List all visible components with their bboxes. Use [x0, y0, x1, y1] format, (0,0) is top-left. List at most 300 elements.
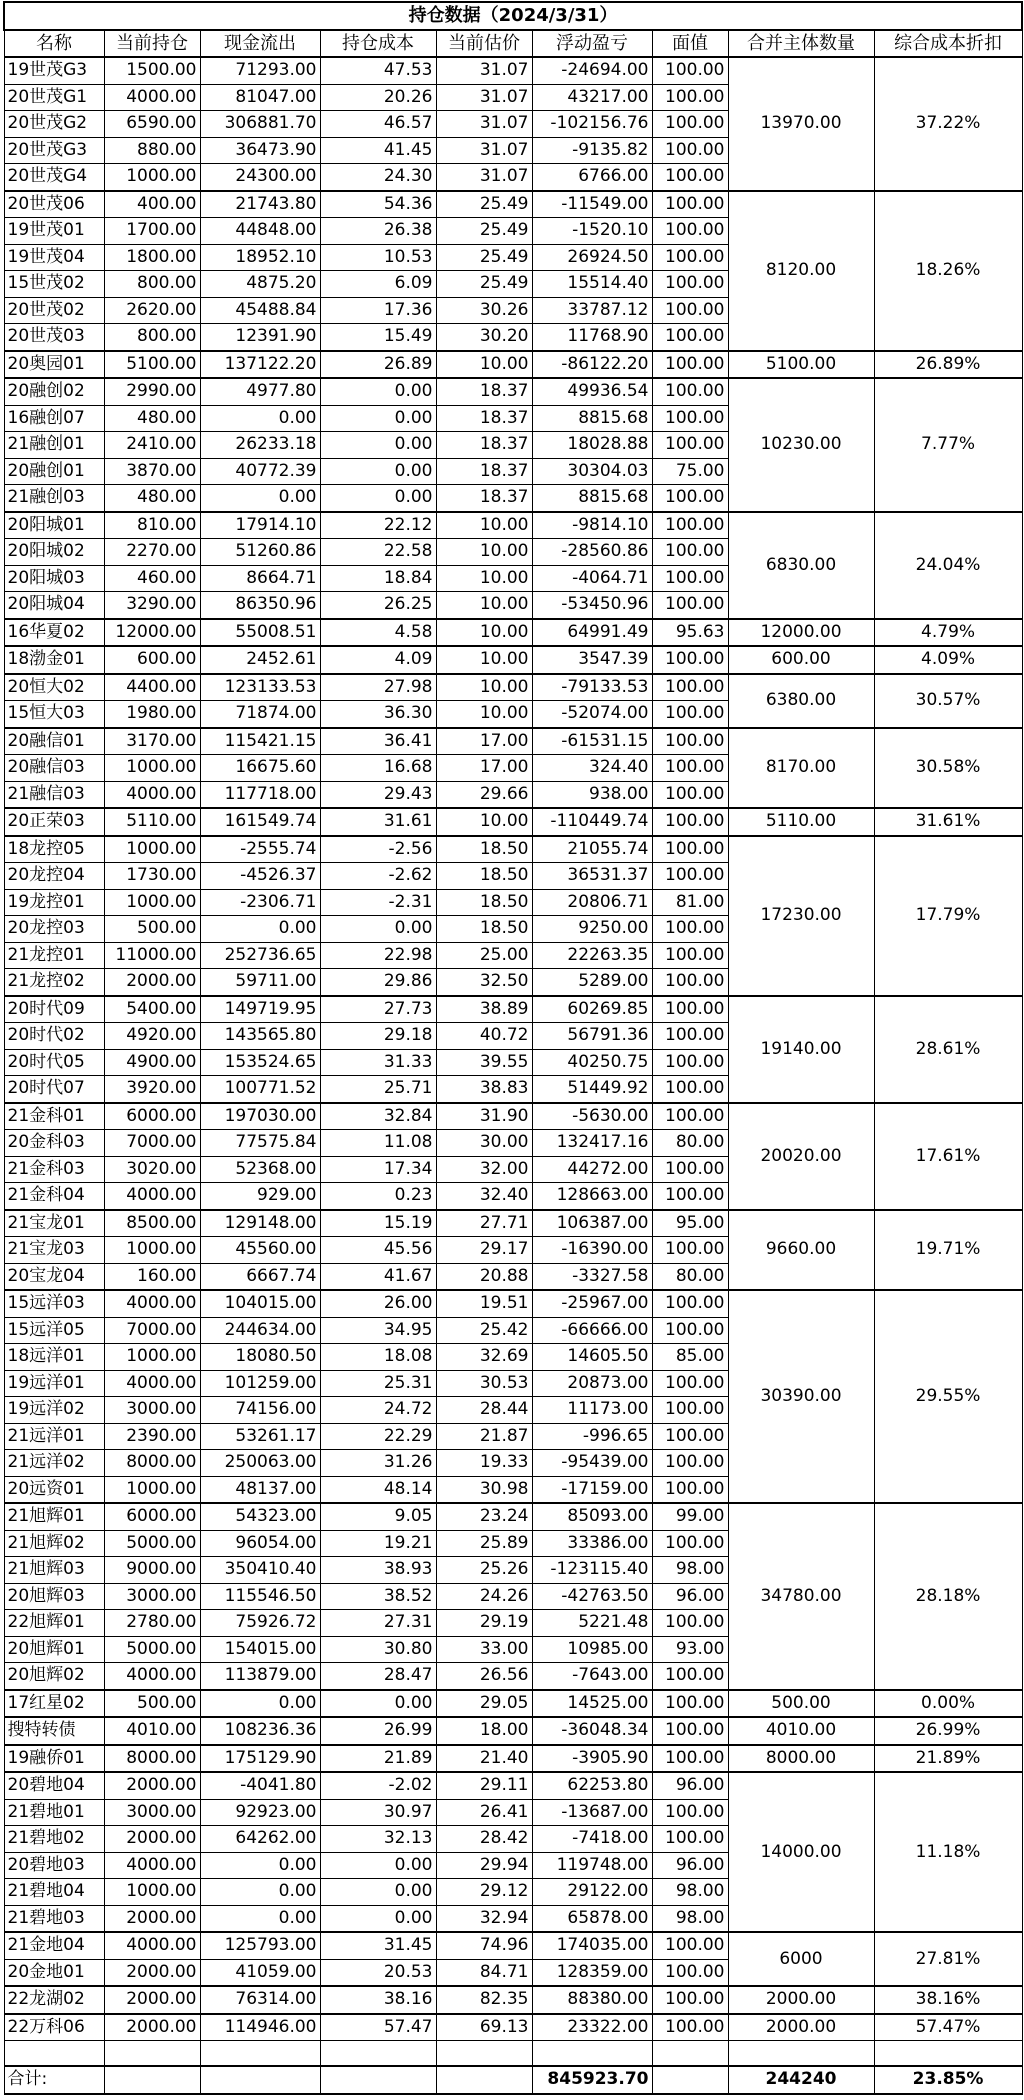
table-row — [4, 1503, 1022, 1530]
holding-cell: 3020.00 — [104, 1156, 200, 1183]
price-cell: 84.71 — [436, 1959, 532, 1986]
par-cell: 100.00 — [652, 1049, 728, 1076]
table-row — [4, 512, 1022, 539]
par-cell: 100.00 — [652, 297, 728, 324]
cash-out-cell: 17914.10 — [200, 512, 320, 539]
holding-cell: 2620.00 — [104, 297, 200, 324]
table-row — [4, 1745, 1022, 1773]
holding-cell: 2390.00 — [104, 1423, 200, 1450]
holding-cell: 6590.00 — [104, 111, 200, 138]
par-cell: 100.00 — [652, 485, 728, 512]
pnl-cell: 20806.71 — [532, 889, 652, 916]
holding-cell: 1000.00 — [104, 164, 200, 191]
cash-out-cell: 51260.86 — [200, 539, 320, 566]
par-cell: 100.00 — [652, 1076, 728, 1103]
total-discount: 23.85% — [874, 2066, 1022, 2094]
entity-count-cell: 12000.00 — [728, 619, 874, 647]
cost-cell: 29.86 — [320, 969, 436, 996]
holding-cell: 1000.00 — [104, 1879, 200, 1906]
holding-cell: 5000.00 — [104, 1530, 200, 1557]
price-cell: 25.26 — [436, 1557, 532, 1584]
pnl-cell: 49936.54 — [532, 378, 652, 405]
bond-name-cell: 21远洋01 — [4, 1423, 104, 1450]
cash-out-cell: 154015.00 — [200, 1636, 320, 1663]
price-cell: 10.00 — [436, 674, 532, 701]
bond-name-cell: 20时代02 — [4, 1023, 104, 1050]
par-cell: 100.00 — [652, 1317, 728, 1344]
holding-cell: 160.00 — [104, 1263, 200, 1290]
empty-cell — [436, 2066, 532, 2094]
table-row — [4, 808, 1022, 836]
total-pnl: 845923.70 — [532, 2066, 652, 2094]
cost-cell: 0.00 — [320, 458, 436, 485]
pnl-cell: 119748.00 — [532, 1852, 652, 1879]
bond-name-cell: 21融创03 — [4, 485, 104, 512]
bond-name-cell: 19世茂G3 — [4, 57, 104, 84]
discount-cell: 21.89% — [874, 1745, 1022, 1773]
cost-cell: 26.89 — [320, 351, 436, 379]
bond-name-cell: 22万科06 — [4, 2014, 104, 2041]
cost-cell: 32.84 — [320, 1103, 436, 1130]
cost-cell: 10.53 — [320, 244, 436, 271]
holding-cell: 1000.00 — [104, 1476, 200, 1503]
bond-name-cell: 20世茂02 — [4, 297, 104, 324]
holding-cell: 3920.00 — [104, 1076, 200, 1103]
bond-name-cell: 20碧地04 — [4, 1772, 104, 1799]
holding-cell: 3290.00 — [104, 592, 200, 619]
par-cell: 100.00 — [652, 1799, 728, 1826]
pnl-cell: 938.00 — [532, 781, 652, 808]
pnl-cell: 33386.00 — [532, 1530, 652, 1557]
price-cell: 18.50 — [436, 916, 532, 943]
discount-cell: 4.79% — [874, 619, 1022, 647]
pnl-cell: -3327.58 — [532, 1263, 652, 1290]
cash-out-cell: 55008.51 — [200, 619, 320, 647]
discount-cell: 4.09% — [874, 646, 1022, 674]
cash-out-cell: 0.00 — [200, 916, 320, 943]
cash-out-cell: 252736.65 — [200, 942, 320, 969]
entity-count-cell: 34780.00 — [728, 1503, 874, 1690]
holding-cell: 3000.00 — [104, 1397, 200, 1424]
bond-name-cell: 21旭辉03 — [4, 1557, 104, 1584]
par-cell: 100.00 — [652, 244, 728, 271]
bond-name-cell: 20世茂03 — [4, 324, 104, 351]
bond-name-cell: 20世茂G4 — [4, 164, 104, 191]
bond-name-cell: 18渤金01 — [4, 646, 104, 674]
entity-count-cell: 2000.00 — [728, 2014, 874, 2041]
discount-cell: 17.79% — [874, 836, 1022, 996]
price-cell: 19.33 — [436, 1450, 532, 1477]
price-cell: 31.90 — [436, 1103, 532, 1130]
cost-cell: 38.52 — [320, 1583, 436, 1610]
cost-cell: 17.36 — [320, 297, 436, 324]
holding-cell: 3000.00 — [104, 1583, 200, 1610]
pnl-cell: 85093.00 — [532, 1503, 652, 1530]
pnl-cell: -110449.74 — [532, 808, 652, 836]
discount-cell: 29.55% — [874, 1290, 1022, 1503]
holding-cell: 2780.00 — [104, 1610, 200, 1637]
pnl-cell: 14605.50 — [532, 1344, 652, 1371]
holding-cell: 2410.00 — [104, 432, 200, 459]
cost-cell: 28.47 — [320, 1663, 436, 1690]
total-row — [4, 2066, 1022, 2094]
pnl-cell: 10985.00 — [532, 1636, 652, 1663]
price-cell: 26.56 — [436, 1663, 532, 1690]
bond-name-cell: 20旭辉01 — [4, 1636, 104, 1663]
cash-out-cell: 86350.96 — [200, 592, 320, 619]
holdings-table — [3, 1, 1023, 2095]
cash-out-cell: 71293.00 — [200, 57, 320, 84]
price-cell: 25.49 — [436, 191, 532, 218]
cost-cell: 47.53 — [320, 57, 436, 84]
cash-out-cell: 41059.00 — [200, 1959, 320, 1986]
price-cell: 30.53 — [436, 1370, 532, 1397]
entity-count-cell: 5110.00 — [728, 808, 874, 836]
pnl-cell: 5221.48 — [532, 1610, 652, 1637]
par-cell: 95.63 — [652, 619, 728, 647]
cash-out-cell: 113879.00 — [200, 1663, 320, 1690]
price-cell: 82.35 — [436, 1986, 532, 2014]
pnl-cell: 29122.00 — [532, 1879, 652, 1906]
cost-cell: 22.98 — [320, 942, 436, 969]
cost-cell: 45.56 — [320, 1237, 436, 1264]
empty-cell — [728, 2041, 874, 2067]
price-cell: 69.13 — [436, 2014, 532, 2041]
entity-count-cell: 5100.00 — [728, 351, 874, 379]
holding-cell: 400.00 — [104, 191, 200, 218]
cost-cell: 25.71 — [320, 1076, 436, 1103]
holding-cell: 2990.00 — [104, 378, 200, 405]
pnl-cell: 64991.49 — [532, 619, 652, 647]
par-cell: 80.00 — [652, 1130, 728, 1157]
price-cell: 25.49 — [436, 244, 532, 271]
cost-cell: 18.08 — [320, 1344, 436, 1371]
total-label: 合计: — [4, 2066, 104, 2094]
bond-name-cell: 21金科03 — [4, 1156, 104, 1183]
par-cell: 96.00 — [652, 1583, 728, 1610]
par-cell: 100.00 — [652, 1690, 728, 1718]
pnl-cell: -61531.15 — [532, 728, 652, 755]
cost-cell: 16.68 — [320, 755, 436, 782]
cash-out-cell: 250063.00 — [200, 1450, 320, 1477]
par-cell: 100.00 — [652, 1717, 728, 1745]
price-cell: 39.55 — [436, 1049, 532, 1076]
cash-out-cell: 59711.00 — [200, 969, 320, 996]
par-cell: 100.00 — [652, 191, 728, 218]
holding-cell: 4000.00 — [104, 1183, 200, 1210]
cash-out-cell: 175129.90 — [200, 1745, 320, 1773]
price-cell: 18.50 — [436, 836, 532, 863]
bond-name-cell: 21碧地04 — [4, 1879, 104, 1906]
cost-cell: 6.09 — [320, 271, 436, 298]
pnl-cell: 18028.88 — [532, 432, 652, 459]
pnl-cell: -86122.20 — [532, 351, 652, 379]
par-cell: 100.00 — [652, 512, 728, 539]
holding-cell: 500.00 — [104, 916, 200, 943]
par-cell: 100.00 — [652, 1370, 728, 1397]
price-cell: 30.26 — [436, 297, 532, 324]
holding-cell: 8000.00 — [104, 1450, 200, 1477]
empty-cell — [874, 2041, 1022, 2067]
cost-cell: 0.00 — [320, 916, 436, 943]
holding-cell: 2000.00 — [104, 1772, 200, 1799]
par-cell: 100.00 — [652, 646, 728, 674]
pnl-cell: -79133.53 — [532, 674, 652, 701]
bond-name-cell: 20金地01 — [4, 1959, 104, 1986]
cash-out-cell: 0.00 — [200, 1852, 320, 1879]
cash-out-cell: 52368.00 — [200, 1156, 320, 1183]
cash-out-cell: 6667.74 — [200, 1263, 320, 1290]
price-cell: 30.00 — [436, 1130, 532, 1157]
price-cell: 29.05 — [436, 1690, 532, 1718]
pnl-cell: -13687.00 — [532, 1799, 652, 1826]
cash-out-cell: 36473.90 — [200, 137, 320, 164]
cost-cell: 46.57 — [320, 111, 436, 138]
table-row — [4, 57, 1022, 84]
cash-out-cell: 0.00 — [200, 1905, 320, 1932]
pnl-cell: 88380.00 — [532, 1986, 652, 2014]
cash-out-cell: 18080.50 — [200, 1344, 320, 1371]
cost-cell: 24.72 — [320, 1397, 436, 1424]
cost-cell: 34.95 — [320, 1317, 436, 1344]
bond-name-cell: 20宝龙04 — [4, 1263, 104, 1290]
cash-out-cell: 8664.71 — [200, 565, 320, 592]
cost-cell: -2.56 — [320, 836, 436, 863]
price-cell: 10.00 — [436, 512, 532, 539]
holding-cell: 12000.00 — [104, 619, 200, 647]
cost-cell: 31.26 — [320, 1450, 436, 1477]
discount-cell: 57.47% — [874, 2014, 1022, 2041]
pnl-cell: -9135.82 — [532, 137, 652, 164]
bond-name-cell: 20阳城04 — [4, 592, 104, 619]
holding-cell: 600.00 — [104, 646, 200, 674]
pnl-cell: 26924.50 — [532, 244, 652, 271]
header-holding: 当前持仓 — [104, 30, 200, 58]
discount-cell: 38.16% — [874, 1986, 1022, 2014]
discount-cell: 7.77% — [874, 378, 1022, 512]
pnl-cell: 8815.68 — [532, 405, 652, 432]
holding-cell: 1000.00 — [104, 889, 200, 916]
pnl-cell: -5630.00 — [532, 1103, 652, 1130]
cost-cell: 36.41 — [320, 728, 436, 755]
price-cell: 10.00 — [436, 592, 532, 619]
par-cell: 81.00 — [652, 889, 728, 916]
cash-out-cell: 81047.00 — [200, 84, 320, 111]
bond-name-cell: 20旭辉03 — [4, 1583, 104, 1610]
discount-cell: 11.18% — [874, 1772, 1022, 1932]
table-row — [4, 1210, 1022, 1237]
cost-cell: 38.16 — [320, 1986, 436, 2014]
cash-out-cell: 161549.74 — [200, 808, 320, 836]
holding-cell: 2000.00 — [104, 1826, 200, 1853]
pnl-cell: 22263.35 — [532, 942, 652, 969]
cash-out-cell: 0.00 — [200, 1879, 320, 1906]
discount-cell: 17.61% — [874, 1103, 1022, 1210]
pnl-cell: -11549.00 — [532, 191, 652, 218]
bond-name-cell: 21旭辉01 — [4, 1503, 104, 1530]
bond-name-cell: 18远洋01 — [4, 1344, 104, 1371]
holding-cell: 1000.00 — [104, 836, 200, 863]
bond-name-cell: 21碧地02 — [4, 1826, 104, 1853]
holding-cell: 4000.00 — [104, 781, 200, 808]
price-cell: 25.49 — [436, 271, 532, 298]
par-cell: 100.00 — [652, 405, 728, 432]
table-body — [4, 57, 1022, 2041]
bond-name-cell: 21旭辉02 — [4, 1530, 104, 1557]
price-cell: 32.69 — [436, 1344, 532, 1371]
holding-cell: 5400.00 — [104, 996, 200, 1023]
pnl-cell: -24694.00 — [532, 57, 652, 84]
holding-cell: 7000.00 — [104, 1317, 200, 1344]
price-cell: 32.00 — [436, 1156, 532, 1183]
price-cell: 18.50 — [436, 863, 532, 890]
pnl-cell: -52074.00 — [532, 701, 652, 728]
cash-out-cell: 26233.18 — [200, 432, 320, 459]
cash-out-cell: -4526.37 — [200, 863, 320, 890]
table-row — [4, 351, 1022, 379]
price-cell: 18.37 — [436, 458, 532, 485]
par-cell: 100.00 — [652, 1156, 728, 1183]
cash-out-cell: 53261.17 — [200, 1423, 320, 1450]
pnl-cell: 51449.92 — [532, 1076, 652, 1103]
bond-name-cell: 21宝龙01 — [4, 1210, 104, 1237]
holding-cell: 4010.00 — [104, 1717, 200, 1745]
cash-out-cell: 117718.00 — [200, 781, 320, 808]
price-cell: 28.44 — [436, 1397, 532, 1424]
entity-count-cell: 4010.00 — [728, 1717, 874, 1745]
table-row — [4, 1690, 1022, 1718]
price-cell: 20.88 — [436, 1263, 532, 1290]
cost-cell: 24.30 — [320, 164, 436, 191]
par-cell: 100.00 — [652, 1959, 728, 1986]
holding-cell: 5100.00 — [104, 351, 200, 379]
discount-cell: 37.22% — [874, 57, 1022, 191]
bond-name-cell: 20融信01 — [4, 728, 104, 755]
cost-cell: 17.34 — [320, 1156, 436, 1183]
par-cell: 85.00 — [652, 1344, 728, 1371]
bond-name-cell: 搜特转债 — [4, 1717, 104, 1745]
price-cell: 30.98 — [436, 1476, 532, 1503]
cash-out-cell: 101259.00 — [200, 1370, 320, 1397]
entity-count-cell: 13970.00 — [728, 57, 874, 191]
pnl-cell: 3547.39 — [532, 646, 652, 674]
holding-cell: 8000.00 — [104, 1745, 200, 1773]
par-cell: 100.00 — [652, 84, 728, 111]
cost-cell: 32.13 — [320, 1826, 436, 1853]
holding-cell: 3000.00 — [104, 1799, 200, 1826]
discount-cell: 24.04% — [874, 512, 1022, 619]
cash-out-cell: 125793.00 — [200, 1932, 320, 1959]
pnl-cell: 8815.68 — [532, 485, 652, 512]
holding-cell: 8500.00 — [104, 1210, 200, 1237]
par-cell: 93.00 — [652, 1636, 728, 1663]
cash-out-cell: 0.00 — [200, 1690, 320, 1718]
price-cell: 18.37 — [436, 485, 532, 512]
par-cell: 100.00 — [652, 1397, 728, 1424]
price-cell: 32.94 — [436, 1905, 532, 1932]
cash-out-cell: 244634.00 — [200, 1317, 320, 1344]
discount-cell: 0.00% — [874, 1690, 1022, 1718]
price-cell: 10.00 — [436, 619, 532, 647]
cash-out-cell: 2452.61 — [200, 646, 320, 674]
holding-cell: 500.00 — [104, 1690, 200, 1718]
total-entity-count: 244240 — [728, 2066, 874, 2094]
holding-cell: 2270.00 — [104, 539, 200, 566]
holding-cell: 1000.00 — [104, 755, 200, 782]
holding-cell: 480.00 — [104, 485, 200, 512]
table-row — [4, 1772, 1022, 1799]
header-par: 面值 — [652, 30, 728, 58]
pnl-cell: 43217.00 — [532, 84, 652, 111]
cost-cell: 36.30 — [320, 701, 436, 728]
cash-out-cell: 114946.00 — [200, 2014, 320, 2041]
price-cell: 29.94 — [436, 1852, 532, 1879]
cost-cell: 0.00 — [320, 405, 436, 432]
par-cell: 100.00 — [652, 1530, 728, 1557]
price-cell: 21.87 — [436, 1423, 532, 1450]
price-cell: 25.89 — [436, 1530, 532, 1557]
cost-cell: 0.23 — [320, 1183, 436, 1210]
pnl-cell: 174035.00 — [532, 1932, 652, 1959]
bond-name-cell: 15恒大03 — [4, 701, 104, 728]
price-cell: 10.00 — [436, 565, 532, 592]
cash-out-cell: 12391.90 — [200, 324, 320, 351]
holding-cell: 2000.00 — [104, 1959, 200, 1986]
pnl-cell: -95439.00 — [532, 1450, 652, 1477]
price-cell: 32.40 — [436, 1183, 532, 1210]
pnl-cell: -16390.00 — [532, 1237, 652, 1264]
discount-cell: 30.58% — [874, 728, 1022, 809]
pnl-cell: 14525.00 — [532, 1690, 652, 1718]
price-cell: 28.42 — [436, 1826, 532, 1853]
entity-count-cell: 17230.00 — [728, 836, 874, 996]
pnl-cell: -102156.76 — [532, 111, 652, 138]
cash-out-cell: 64262.00 — [200, 1826, 320, 1853]
pnl-cell: -17159.00 — [532, 1476, 652, 1503]
par-cell: 98.00 — [652, 1905, 728, 1932]
cost-cell: 57.47 — [320, 2014, 436, 2041]
price-cell: 25.00 — [436, 942, 532, 969]
bond-name-cell: 18龙控05 — [4, 836, 104, 863]
cash-out-cell: 45560.00 — [200, 1237, 320, 1264]
table-row — [4, 2014, 1022, 2041]
holding-cell: 3870.00 — [104, 458, 200, 485]
discount-cell: 28.18% — [874, 1503, 1022, 1690]
cash-out-cell: 54323.00 — [200, 1503, 320, 1530]
cash-out-cell: 18952.10 — [200, 244, 320, 271]
cash-out-cell: -2555.74 — [200, 836, 320, 863]
cash-out-cell: 92923.00 — [200, 1799, 320, 1826]
cash-out-cell: 21743.80 — [200, 191, 320, 218]
par-cell: 100.00 — [652, 218, 728, 245]
holding-cell: 2000.00 — [104, 2014, 200, 2041]
par-cell: 100.00 — [652, 969, 728, 996]
cost-cell: 18.84 — [320, 565, 436, 592]
cash-out-cell: 149719.95 — [200, 996, 320, 1023]
par-cell: 100.00 — [652, 351, 728, 379]
entity-count-cell: 30390.00 — [728, 1290, 874, 1503]
cash-out-cell: 929.00 — [200, 1183, 320, 1210]
bond-name-cell: 19世茂01 — [4, 218, 104, 245]
cost-cell: 22.58 — [320, 539, 436, 566]
table-row — [4, 1986, 1022, 2014]
par-cell: 75.00 — [652, 458, 728, 485]
price-cell: 21.40 — [436, 1745, 532, 1773]
cost-cell: 0.00 — [320, 1905, 436, 1932]
pnl-cell: -66666.00 — [532, 1317, 652, 1344]
pnl-cell: 5289.00 — [532, 969, 652, 996]
cost-cell: 41.67 — [320, 1263, 436, 1290]
